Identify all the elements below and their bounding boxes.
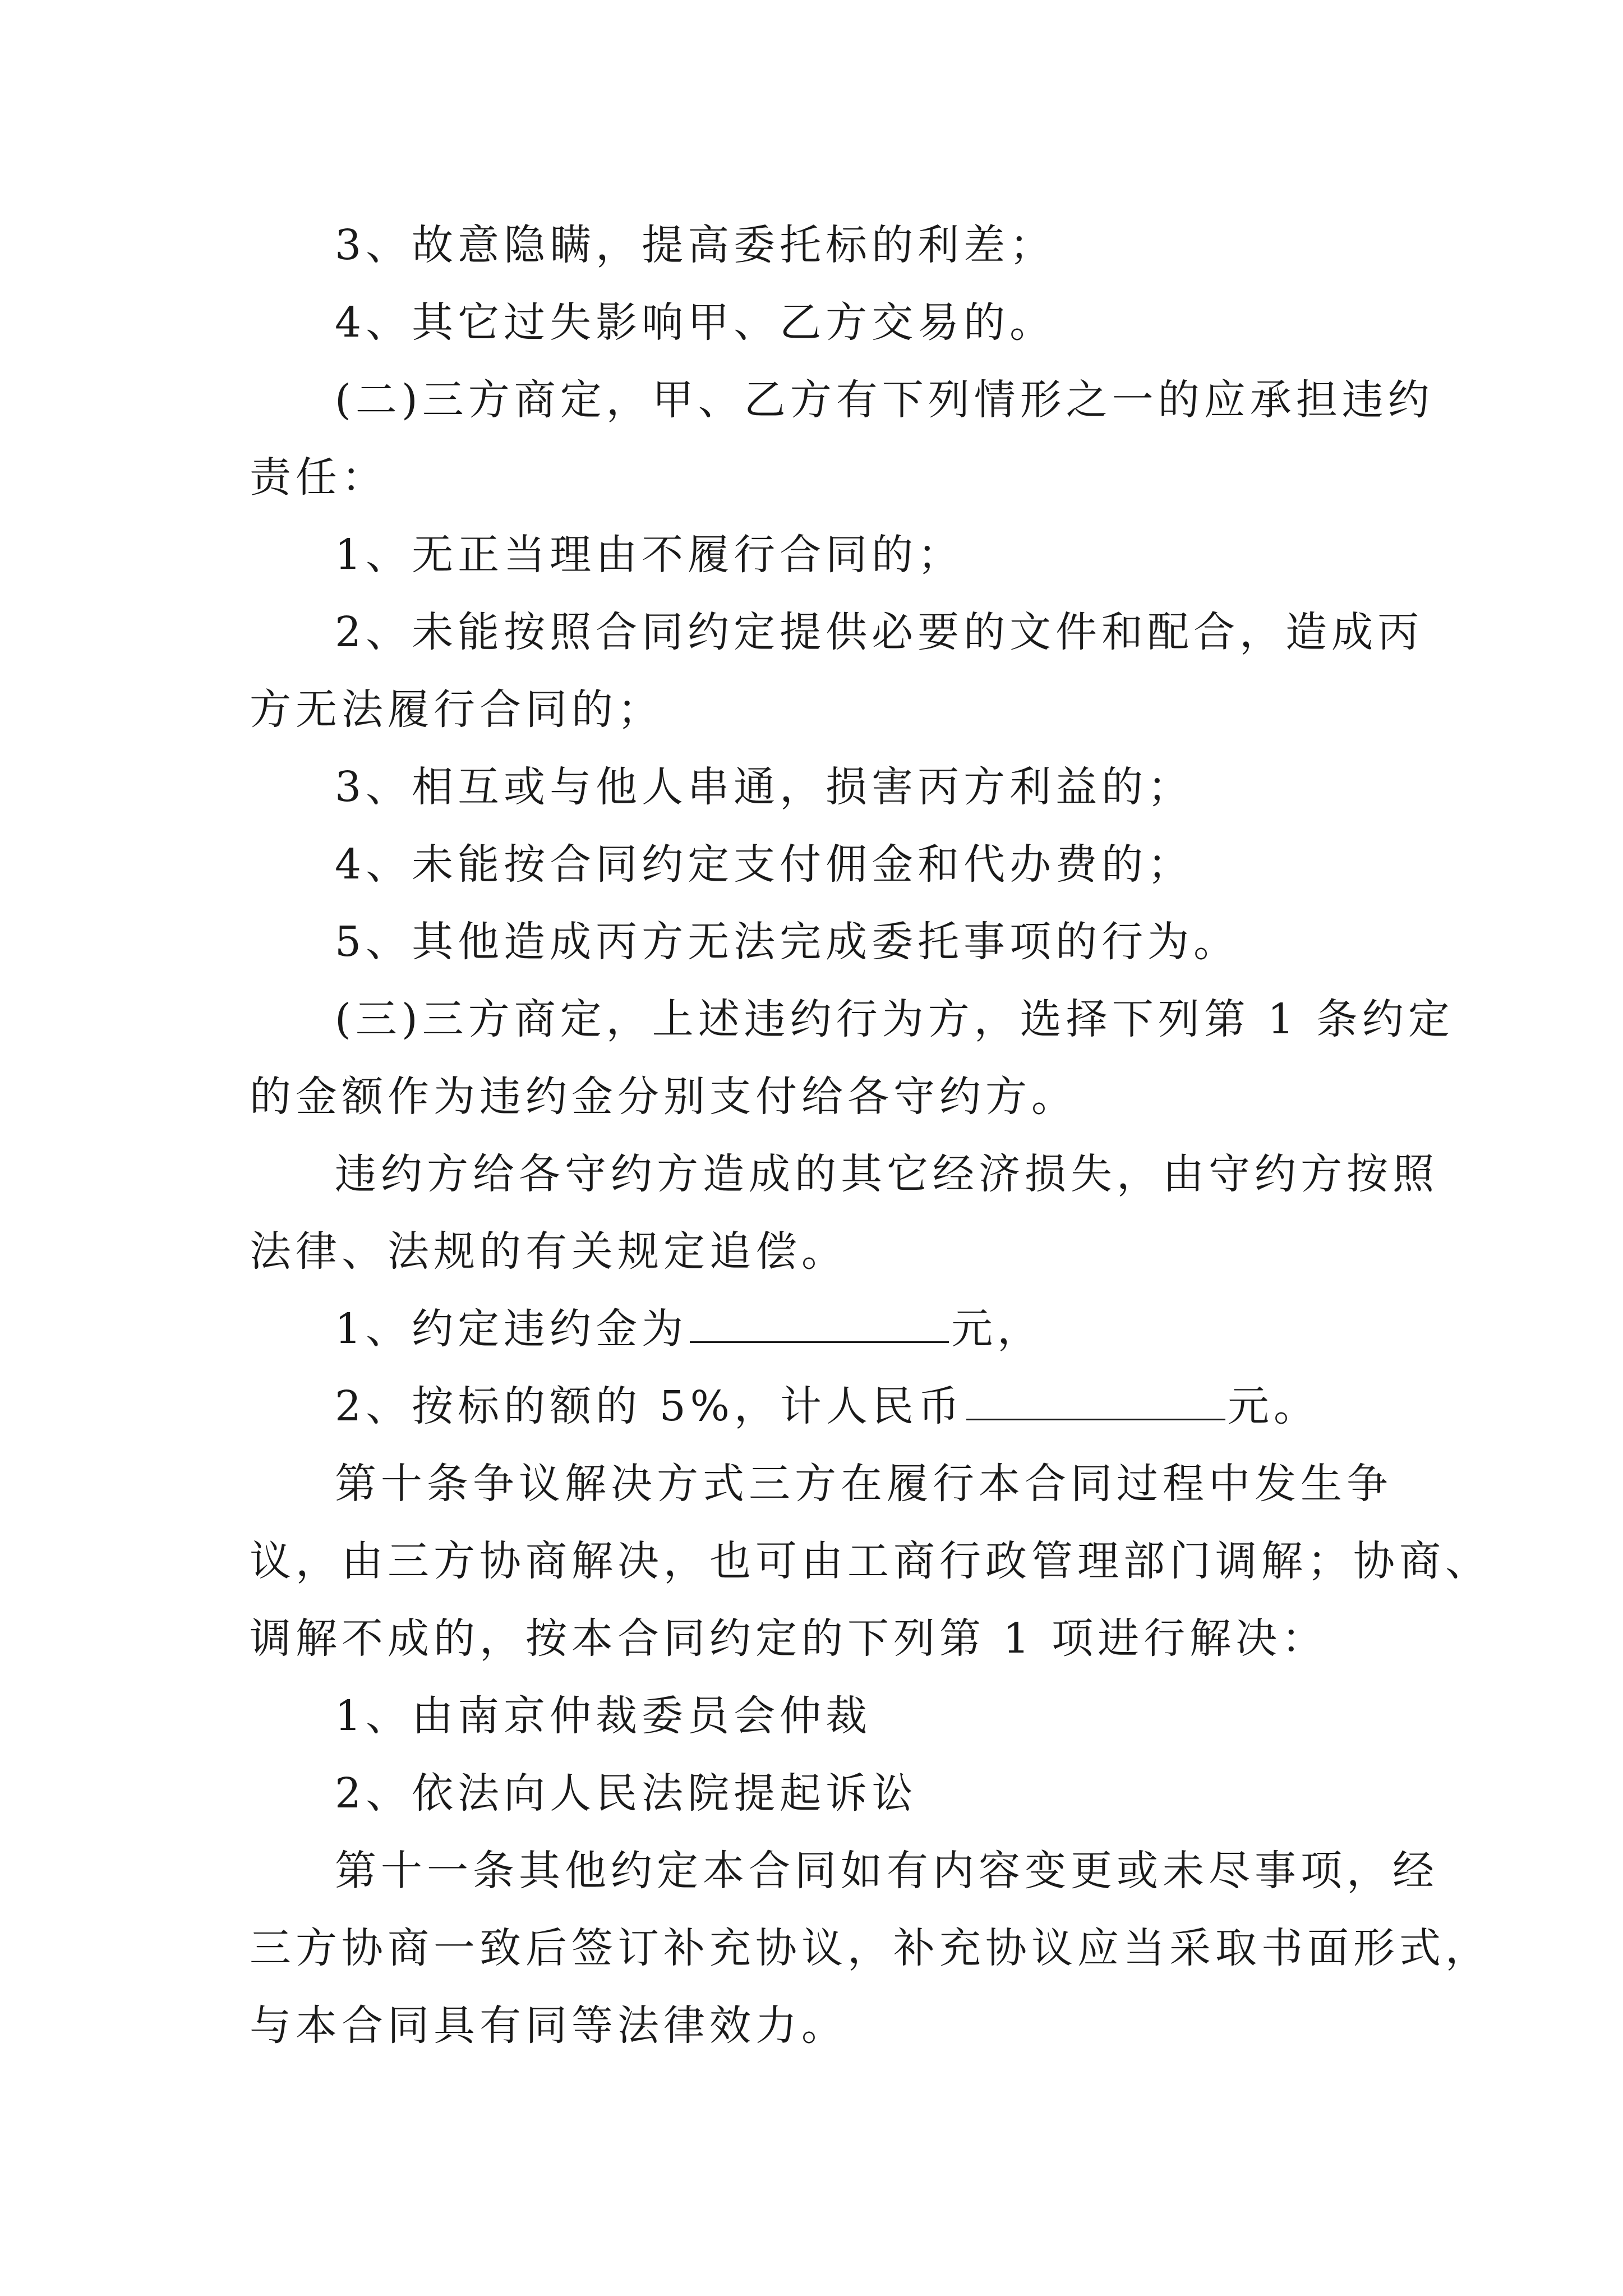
clause-line-14: 法律、法规的有关规定追偿。: [250, 1227, 847, 1276]
clause-line-9: 4、未能按合同约定支付佣金和代办费的；: [335, 840, 1194, 889]
clause-line-3: (二)三方商定，甲、乙方有下列情形之一的应承担违约: [335, 376, 1434, 424]
clause-line-6: 2、未能按照合同约定提供必要的文件和配合，造成丙: [335, 608, 1424, 656]
penalty-percent-suffix: 元。: [1228, 1382, 1320, 1430]
contract-page: [250, 206, 1491, 2064]
penalty-percent-prefix: 2、按标的额的 5%，计人民币: [335, 1382, 964, 1430]
penalty-percent-blank: [966, 1379, 1225, 1420]
penalty-amount-prefix: 1、约定违约金为: [335, 1305, 688, 1353]
clause-line-5: 1、无正当理由不履行合同的；: [335, 531, 964, 579]
penalty-amount-blank: [690, 1302, 949, 1343]
penalty-amount-suffix: 元，: [951, 1305, 1044, 1353]
clause-line-17: 调解不成的，按本合同约定的下列第 1 项进行解决：: [250, 1614, 1328, 1663]
clause-line-20: 第十一条其他约定本合同如有内容变更或未尽事项，经: [335, 1847, 1438, 1895]
clause-line-1: 3、故意隐瞒，提高委托标的利差；: [335, 221, 1056, 269]
clause-line-13: 违约方给各守约方造成的其它经济损失，由守约方按照: [335, 1150, 1438, 1198]
clause-line-19: 2、依法向人民法院提起诉讼: [335, 1769, 918, 1818]
clause-line-11: (三)三方商定，上述违约行为方，选择下列第 1 条约定: [335, 995, 1454, 1043]
clause-line-8: 3、相互或与他人串通，损害丙方利益的；: [335, 763, 1194, 811]
clause-line-12: 的金额作为违约金分别支付给各守约方。: [250, 1073, 1077, 1121]
clause-line-21: 三方协商一致后签订补充协议，补充协议应当采取书面形式，: [250, 1924, 1491, 1972]
clause-line-22: 与本合同具有同等法律效力。: [250, 2001, 847, 2050]
clause-line-16: 议，由三方协商解决，也可由工商行政管理部门调解；协商、: [250, 1537, 1491, 1585]
clause-line-15: 第十条争议解决方式三方在履行本合同过程中发生争: [335, 1460, 1393, 1508]
clause-line-2: 4、其它过失影响甲、乙方交易的。: [335, 298, 1056, 347]
penalty-percent-line: [250, 1368, 1382, 1445]
clause-line-7: 方无法履行合同的；: [250, 685, 663, 734]
clause-line-10: 5、其他造成丙方无法完成委托事项的行为。: [335, 918, 1240, 966]
clause-line-4: 责任：: [250, 453, 388, 501]
penalty-amount-line: [250, 1290, 1382, 1368]
clause-line-18: 1、由南京仲裁委员会仲裁: [335, 1692, 872, 1740]
